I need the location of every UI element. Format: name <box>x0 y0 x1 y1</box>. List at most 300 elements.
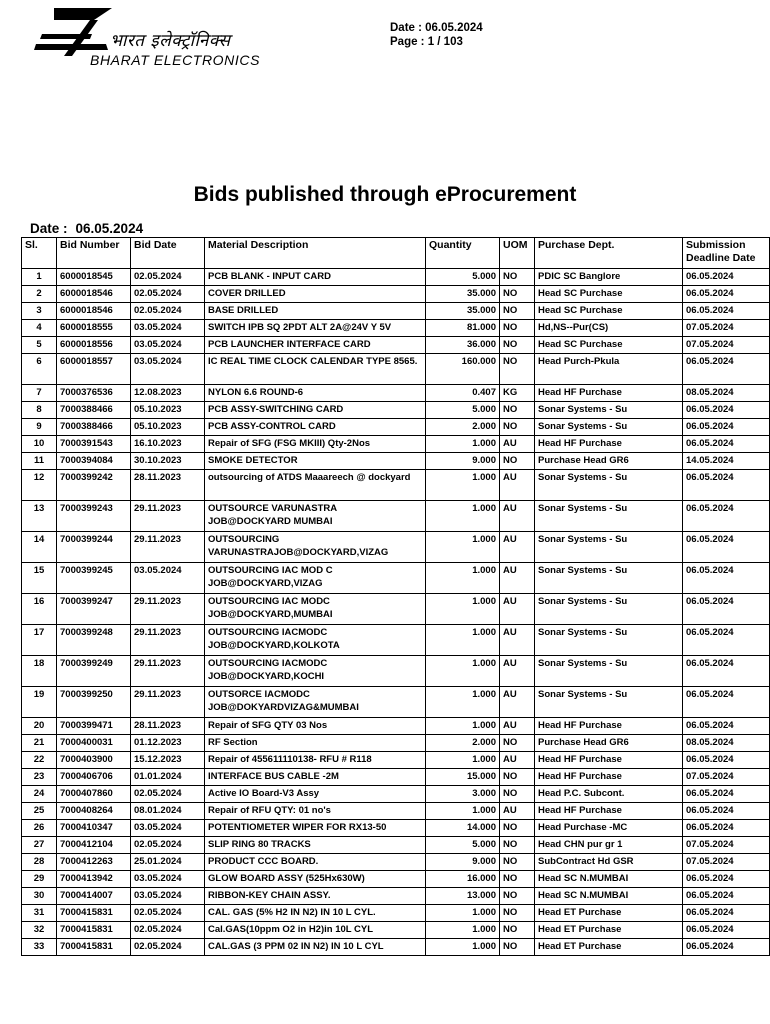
cell-purchase-dept: Head SC Purchase <box>535 337 683 354</box>
cell-bid-number: 7000399243 <box>57 501 131 532</box>
cell-bid-date: 08.01.2024 <box>131 803 205 820</box>
cell-submission-deadline: 06.05.2024 <box>683 786 770 803</box>
cell-purchase-dept: Head SC N.MUMBAI <box>535 871 683 888</box>
cell-quantity: 1.000 <box>426 501 500 532</box>
cell-bid-number: 7000388466 <box>57 419 131 436</box>
table-row <box>22 888 770 905</box>
cell-bid-date: 03.05.2024 <box>131 337 205 354</box>
table-row <box>22 687 770 718</box>
cell-bid-date: 29.11.2023 <box>131 594 205 625</box>
table-row <box>22 436 770 453</box>
cell-purchase-dept: SubContract Hd GSR <box>535 854 683 871</box>
cell-sl: 22 <box>22 752 57 769</box>
cell-uom: NO <box>500 820 535 837</box>
table-row <box>22 803 770 820</box>
cell-purchase-dept: Sonar Systems - Su <box>535 687 683 718</box>
cell-uom: NO <box>500 786 535 803</box>
cell-sl: 13 <box>22 501 57 532</box>
cell-uom: NO <box>500 735 535 752</box>
cell-quantity: 2.000 <box>426 735 500 752</box>
cell-bid-date: 29.11.2023 <box>131 625 205 656</box>
cell-purchase-dept: Head SC Purchase <box>535 286 683 303</box>
cell-sl: 16 <box>22 594 57 625</box>
table-row <box>22 354 770 385</box>
cell-uom: NO <box>500 354 535 385</box>
cell-bid-number: 7000399248 <box>57 625 131 656</box>
cell-purchase-dept: Head P.C. Subcont. <box>535 786 683 803</box>
table-row <box>22 453 770 470</box>
cell-sl: 8 <box>22 402 57 419</box>
cell-bid-number: 6000018546 <box>57 303 131 320</box>
cell-bid-number: 7000410347 <box>57 820 131 837</box>
cell-bid-date: 29.11.2023 <box>131 656 205 687</box>
cell-bid-number: 7000399244 <box>57 532 131 563</box>
cell-bid-date: 02.05.2024 <box>131 922 205 939</box>
table-header-row <box>22 238 770 269</box>
cell-material-description: PCB BLANK - INPUT CARD <box>205 269 426 286</box>
cell-purchase-dept: Head Purch-Pkula <box>535 354 683 385</box>
cell-material-description: OUTSORCE IACMODC JOB@DOKYARDVIZAG&MUMBAI <box>205 687 426 718</box>
cell-purchase-dept: Head Purchase -MC <box>535 820 683 837</box>
cell-bid-number: 7000406706 <box>57 769 131 786</box>
cell-uom: AU <box>500 436 535 453</box>
cell-material-description: Repair of SFG (FSG MKIII) Qty-2Nos <box>205 436 426 453</box>
cell-bid-number: 7000413942 <box>57 871 131 888</box>
cell-uom: NO <box>500 286 535 303</box>
cell-purchase-dept: Head CHN pur gr 1 <box>535 837 683 854</box>
cell-quantity: 1.000 <box>426 625 500 656</box>
cell-material-description: Repair of SFG QTY 03 Nos <box>205 718 426 735</box>
cell-uom: AU <box>500 656 535 687</box>
cell-purchase-dept: Sonar Systems - Su <box>535 625 683 656</box>
cell-submission-deadline: 06.05.2024 <box>683 532 770 563</box>
cell-submission-deadline: 06.05.2024 <box>683 286 770 303</box>
cell-sl: 1 <box>22 269 57 286</box>
cell-quantity: 14.000 <box>426 820 500 837</box>
cell-bid-number: 7000376536 <box>57 385 131 402</box>
cell-purchase-dept: Sonar Systems - Su <box>535 470 683 501</box>
cell-submission-deadline: 06.05.2024 <box>683 888 770 905</box>
cell-purchase-dept: Head SC N.MUMBAI <box>535 888 683 905</box>
table-row <box>22 625 770 656</box>
col-header-sl: Sl. <box>22 238 57 269</box>
table-row <box>22 854 770 871</box>
cell-bid-date: 03.05.2024 <box>131 820 205 837</box>
table-row <box>22 501 770 532</box>
bids-table <box>21 237 770 956</box>
cell-bid-date: 02.05.2024 <box>131 837 205 854</box>
cell-bid-number: 7000399242 <box>57 470 131 501</box>
cell-material-description: POTENTIOMETER WIPER FOR RX13-50 <box>205 820 426 837</box>
cell-bid-date: 02.05.2024 <box>131 939 205 956</box>
logo-hindi-text: भारत इलेक्ट्रॉनिक्स <box>110 31 231 51</box>
table-row <box>22 286 770 303</box>
cell-bid-number: 7000412104 <box>57 837 131 854</box>
cell-quantity: 9.000 <box>426 854 500 871</box>
cell-bid-number: 7000399245 <box>57 563 131 594</box>
cell-uom: NO <box>500 303 535 320</box>
cell-submission-deadline: 07.05.2024 <box>683 769 770 786</box>
cell-submission-deadline: 06.05.2024 <box>683 354 770 385</box>
table-row <box>22 656 770 687</box>
cell-submission-deadline: 06.05.2024 <box>683 820 770 837</box>
cell-quantity: 9.000 <box>426 453 500 470</box>
cell-bid-number: 7000399247 <box>57 594 131 625</box>
table-row <box>22 837 770 854</box>
table-row <box>22 752 770 769</box>
cell-bid-date: 05.10.2023 <box>131 402 205 419</box>
cell-uom: NO <box>500 453 535 470</box>
cell-bid-date: 12.08.2023 <box>131 385 205 402</box>
cell-sl: 10 <box>22 436 57 453</box>
cell-sl: 32 <box>22 922 57 939</box>
cell-submission-deadline: 06.05.2024 <box>683 436 770 453</box>
cell-submission-deadline: 06.05.2024 <box>683 718 770 735</box>
cell-submission-deadline: 06.05.2024 <box>683 905 770 922</box>
cell-uom: NO <box>500 269 535 286</box>
cell-uom: AU <box>500 501 535 532</box>
cell-bid-date: 03.05.2024 <box>131 871 205 888</box>
cell-sl: 28 <box>22 854 57 871</box>
cell-submission-deadline: 06.05.2024 <box>683 687 770 718</box>
cell-quantity: 1.000 <box>426 939 500 956</box>
table-row <box>22 939 770 956</box>
cell-submission-deadline: 06.05.2024 <box>683 656 770 687</box>
table-row <box>22 769 770 786</box>
cell-material-description: SLIP RING 80 TRACKS <box>205 837 426 854</box>
cell-material-description: Repair of RFU QTY: 01 no's <box>205 803 426 820</box>
col-header-purchase-dept: Purchase Dept. <box>535 238 683 269</box>
cell-bid-number: 6000018555 <box>57 320 131 337</box>
cell-material-description: GLOW BOARD ASSY (525Hx630W) <box>205 871 426 888</box>
cell-submission-deadline: 06.05.2024 <box>683 939 770 956</box>
cell-submission-deadline: 14.05.2024 <box>683 453 770 470</box>
cell-quantity: 5.000 <box>426 402 500 419</box>
cell-sl: 19 <box>22 687 57 718</box>
cell-submission-deadline: 06.05.2024 <box>683 402 770 419</box>
cell-sl: 21 <box>22 735 57 752</box>
cell-purchase-dept: Sonar Systems - Su <box>535 594 683 625</box>
cell-material-description: BASE DRILLED <box>205 303 426 320</box>
cell-bid-number: 6000018556 <box>57 337 131 354</box>
cell-quantity: 1.000 <box>426 532 500 563</box>
table-row <box>22 735 770 752</box>
cell-material-description: COVER DRILLED <box>205 286 426 303</box>
cell-quantity: 5.000 <box>426 837 500 854</box>
cell-uom: NO <box>500 939 535 956</box>
cell-uom: NO <box>500 854 535 871</box>
cell-quantity: 81.000 <box>426 320 500 337</box>
cell-material-description: PCB LAUNCHER INTERFACE CARD <box>205 337 426 354</box>
table-row <box>22 563 770 594</box>
cell-bid-date: 30.10.2023 <box>131 453 205 470</box>
cell-quantity: 1.000 <box>426 687 500 718</box>
cell-sl: 4 <box>22 320 57 337</box>
cell-bid-number: 7000415831 <box>57 922 131 939</box>
cell-material-description: OUTSOURCING IAC MODC JOB@DOCKYARD,MUMBAI <box>205 594 426 625</box>
cell-bid-number: 6000018545 <box>57 269 131 286</box>
cell-sl: 11 <box>22 453 57 470</box>
cell-quantity: 13.000 <box>426 888 500 905</box>
cell-sl: 14 <box>22 532 57 563</box>
col-header-uom: UOM <box>500 238 535 269</box>
cell-sl: 26 <box>22 820 57 837</box>
page-title: Bids published through eProcurement <box>193 183 577 206</box>
table-row <box>22 922 770 939</box>
cell-bid-number: 7000399249 <box>57 656 131 687</box>
cell-material-description: NYLON 6.6 ROUND-6 <box>205 385 426 402</box>
cell-material-description: RIBBON-KEY CHAIN ASSY. <box>205 888 426 905</box>
table-row <box>22 303 770 320</box>
cell-uom: NO <box>500 888 535 905</box>
cell-bid-number: 7000403900 <box>57 752 131 769</box>
table-row <box>22 320 770 337</box>
cell-sl: 7 <box>22 385 57 402</box>
cell-quantity: 1.000 <box>426 656 500 687</box>
table-row <box>22 786 770 803</box>
table-body <box>22 269 770 956</box>
cell-submission-deadline: 06.05.2024 <box>683 303 770 320</box>
table-row <box>22 532 770 563</box>
cell-submission-deadline: 06.05.2024 <box>683 419 770 436</box>
cell-submission-deadline: 06.05.2024 <box>683 752 770 769</box>
cell-quantity: 1.000 <box>426 470 500 501</box>
cell-bid-number: 7000399471 <box>57 718 131 735</box>
cell-bid-date: 25.01.2024 <box>131 854 205 871</box>
cell-uom: AU <box>500 563 535 594</box>
cell-quantity: 160.000 <box>426 354 500 385</box>
cell-quantity: 1.000 <box>426 905 500 922</box>
page-counter: Page : 1 / 103 <box>390 36 463 48</box>
cell-bid-date: 03.05.2024 <box>131 354 205 385</box>
cell-uom: NO <box>500 402 535 419</box>
cell-material-description: INTERFACE BUS CABLE -2M <box>205 769 426 786</box>
cell-bid-number: 7000388466 <box>57 402 131 419</box>
cell-purchase-dept: Sonar Systems - Su <box>535 656 683 687</box>
cell-sl: 27 <box>22 837 57 854</box>
report-date-value: 06.05.2024 <box>75 221 144 236</box>
table-row <box>22 871 770 888</box>
cell-quantity: 16.000 <box>426 871 500 888</box>
cell-uom: NO <box>500 871 535 888</box>
cell-material-description: OUTSOURCING IACMODC JOB@DOCKYARD,KOCHI <box>205 656 426 687</box>
table-row <box>22 385 770 402</box>
cell-bid-number: 7000407860 <box>57 786 131 803</box>
cell-material-description: PCB ASSY-CONTROL CARD <box>205 419 426 436</box>
cell-bid-date: 02.05.2024 <box>131 303 205 320</box>
cell-sl: 3 <box>22 303 57 320</box>
cell-submission-deadline: 06.05.2024 <box>683 470 770 501</box>
cell-quantity: 1.000 <box>426 718 500 735</box>
cell-bid-date: 05.10.2023 <box>131 419 205 436</box>
table-row <box>22 419 770 436</box>
cell-material-description: RF Section <box>205 735 426 752</box>
cell-sl: 9 <box>22 419 57 436</box>
cell-submission-deadline: 06.05.2024 <box>683 269 770 286</box>
cell-material-description: outsourcing of ATDS Maaareech @ dockyard <box>205 470 426 501</box>
cell-purchase-dept: Sonar Systems - Su <box>535 532 683 563</box>
cell-quantity: 1.000 <box>426 594 500 625</box>
cell-uom: KG <box>500 385 535 402</box>
cell-submission-deadline: 07.05.2024 <box>683 837 770 854</box>
cell-bid-date: 02.05.2024 <box>131 905 205 922</box>
cell-quantity: 2.000 <box>426 419 500 436</box>
cell-purchase-dept: Head HF Purchase <box>535 385 683 402</box>
cell-bid-number: 7000391543 <box>57 436 131 453</box>
cell-bid-date: 01.01.2024 <box>131 769 205 786</box>
table-row <box>22 905 770 922</box>
table-row <box>22 269 770 286</box>
cell-bid-date: 02.05.2024 <box>131 786 205 803</box>
cell-sl: 5 <box>22 337 57 354</box>
cell-sl: 15 <box>22 563 57 594</box>
cell-material-description: OUTSOURCING IAC MOD C JOB@DOCKYARD,VIZAG <box>205 563 426 594</box>
cell-purchase-dept: Head ET Purchase <box>535 905 683 922</box>
cell-uom: NO <box>500 905 535 922</box>
cell-quantity: 1.000 <box>426 436 500 453</box>
cell-bid-date: 16.10.2023 <box>131 436 205 453</box>
cell-material-description: PCB ASSY-SWITCHING CARD <box>205 402 426 419</box>
cell-purchase-dept: Sonar Systems - Su <box>535 419 683 436</box>
cell-sl: 31 <box>22 905 57 922</box>
cell-bid-number: 6000018546 <box>57 286 131 303</box>
cell-bid-date: 28.11.2023 <box>131 718 205 735</box>
cell-submission-deadline: 06.05.2024 <box>683 871 770 888</box>
col-header-bid-date: Bid Date <box>131 238 205 269</box>
cell-sl: 24 <box>22 786 57 803</box>
cell-quantity: 0.407 <box>426 385 500 402</box>
cell-quantity: 35.000 <box>426 286 500 303</box>
cell-quantity: 3.000 <box>426 786 500 803</box>
cell-bid-date: 03.05.2024 <box>131 888 205 905</box>
cell-sl: 29 <box>22 871 57 888</box>
cell-quantity: 1.000 <box>426 922 500 939</box>
cell-uom: NO <box>500 419 535 436</box>
cell-purchase-dept: Head SC Purchase <box>535 303 683 320</box>
cell-quantity: 36.000 <box>426 337 500 354</box>
cell-material-description: Active IO Board-V3 Assy <box>205 786 426 803</box>
cell-bid-number: 7000400031 <box>57 735 131 752</box>
cell-material-description: OUTSOURCE VARUNASTRA JOB@DOCKYARD MUMBAI <box>205 501 426 532</box>
cell-uom: NO <box>500 320 535 337</box>
cell-bid-date: 29.11.2023 <box>131 532 205 563</box>
cell-uom: AU <box>500 532 535 563</box>
cell-material-description: PRODUCT CCC BOARD. <box>205 854 426 871</box>
cell-quantity: 5.000 <box>426 269 500 286</box>
print-date: Date : 06.05.2024 <box>390 22 483 34</box>
cell-submission-deadline: 06.05.2024 <box>683 563 770 594</box>
report-date-label: Date : <box>30 221 68 236</box>
cell-bid-number: 7000415831 <box>57 939 131 956</box>
cell-sl: 33 <box>22 939 57 956</box>
cell-submission-deadline: 06.05.2024 <box>683 803 770 820</box>
company-logo <box>34 6 334 70</box>
cell-submission-deadline: 06.05.2024 <box>683 594 770 625</box>
cell-uom: NO <box>500 337 535 354</box>
cell-uom: AU <box>500 594 535 625</box>
cell-submission-deadline: 06.05.2024 <box>683 625 770 656</box>
cell-sl: 20 <box>22 718 57 735</box>
cell-uom: AU <box>500 752 535 769</box>
cell-purchase-dept: Head HF Purchase <box>535 752 683 769</box>
cell-purchase-dept: Head HF Purchase <box>535 769 683 786</box>
cell-material-description: SWITCH IPB SQ 2PDT ALT 2A@24V Y 5V <box>205 320 426 337</box>
cell-quantity: 1.000 <box>426 563 500 594</box>
logo-english-text: BHARAT ELECTRONICS <box>90 52 261 68</box>
cell-bid-number: 7000414007 <box>57 888 131 905</box>
cell-purchase-dept: Purchase Head GR6 <box>535 735 683 752</box>
cell-uom: AU <box>500 470 535 501</box>
cell-purchase-dept: Head ET Purchase <box>535 922 683 939</box>
cell-purchase-dept: Purchase Head GR6 <box>535 453 683 470</box>
cell-purchase-dept: PDIC SC Banglore <box>535 269 683 286</box>
cell-sl: 12 <box>22 470 57 501</box>
cell-uom: NO <box>500 922 535 939</box>
cell-purchase-dept: Head HF Purchase <box>535 718 683 735</box>
table-row <box>22 337 770 354</box>
cell-purchase-dept: Head HF Purchase <box>535 803 683 820</box>
cell-purchase-dept: Sonar Systems - Su <box>535 501 683 532</box>
cell-bid-date: 02.05.2024 <box>131 286 205 303</box>
cell-purchase-dept: Head HF Purchase <box>535 436 683 453</box>
cell-bid-date: 28.11.2023 <box>131 470 205 501</box>
cell-purchase-dept: Sonar Systems - Su <box>535 402 683 419</box>
cell-bid-number: 7000415831 <box>57 905 131 922</box>
cell-sl: 30 <box>22 888 57 905</box>
cell-purchase-dept: Sonar Systems - Su <box>535 563 683 594</box>
table-row <box>22 820 770 837</box>
cell-sl: 23 <box>22 769 57 786</box>
cell-bid-date: 15.12.2023 <box>131 752 205 769</box>
cell-quantity: 35.000 <box>426 303 500 320</box>
cell-bid-date: 01.12.2023 <box>131 735 205 752</box>
document-meta <box>390 21 483 49</box>
cell-submission-deadline: 08.05.2024 <box>683 735 770 752</box>
cell-material-description: Repair of 455611110138- RFU # R118 <box>205 752 426 769</box>
cell-quantity: 1.000 <box>426 803 500 820</box>
cell-material-description: OUTSOURCING IACMODC JOB@DOCKYARD,KOLKOTA <box>205 625 426 656</box>
cell-bid-number: 7000399250 <box>57 687 131 718</box>
cell-sl: 2 <box>22 286 57 303</box>
cell-bid-date: 02.05.2024 <box>131 269 205 286</box>
cell-purchase-dept: Hd,NS--Pur(CS) <box>535 320 683 337</box>
cell-sl: 25 <box>22 803 57 820</box>
report-date <box>30 221 143 236</box>
table-row <box>22 718 770 735</box>
cell-bid-number: 6000018557 <box>57 354 131 385</box>
cell-bid-date: 03.05.2024 <box>131 320 205 337</box>
cell-uom: AU <box>500 625 535 656</box>
cell-bid-number: 7000394084 <box>57 453 131 470</box>
cell-uom: NO <box>500 837 535 854</box>
cell-uom: AU <box>500 803 535 820</box>
table-row <box>22 402 770 419</box>
cell-material-description: CAL. GAS (5% H2 IN N2) IN 10 L CYL. <box>205 905 426 922</box>
cell-bid-number: 7000408264 <box>57 803 131 820</box>
cell-bid-date: 29.11.2023 <box>131 687 205 718</box>
col-header-material-description: Material Description <box>205 238 426 269</box>
cell-quantity: 1.000 <box>426 752 500 769</box>
cell-material-description: SMOKE DETECTOR <box>205 453 426 470</box>
cell-bid-date: 29.11.2023 <box>131 501 205 532</box>
table-row <box>22 594 770 625</box>
cell-uom: NO <box>500 769 535 786</box>
col-header-quantity: Quantity <box>426 238 500 269</box>
cell-material-description: Cal.GAS(10ppm O2 in H2)in 10L CYL <box>205 922 426 939</box>
cell-sl: 17 <box>22 625 57 656</box>
cell-sl: 6 <box>22 354 57 385</box>
cell-bid-number: 7000412263 <box>57 854 131 871</box>
